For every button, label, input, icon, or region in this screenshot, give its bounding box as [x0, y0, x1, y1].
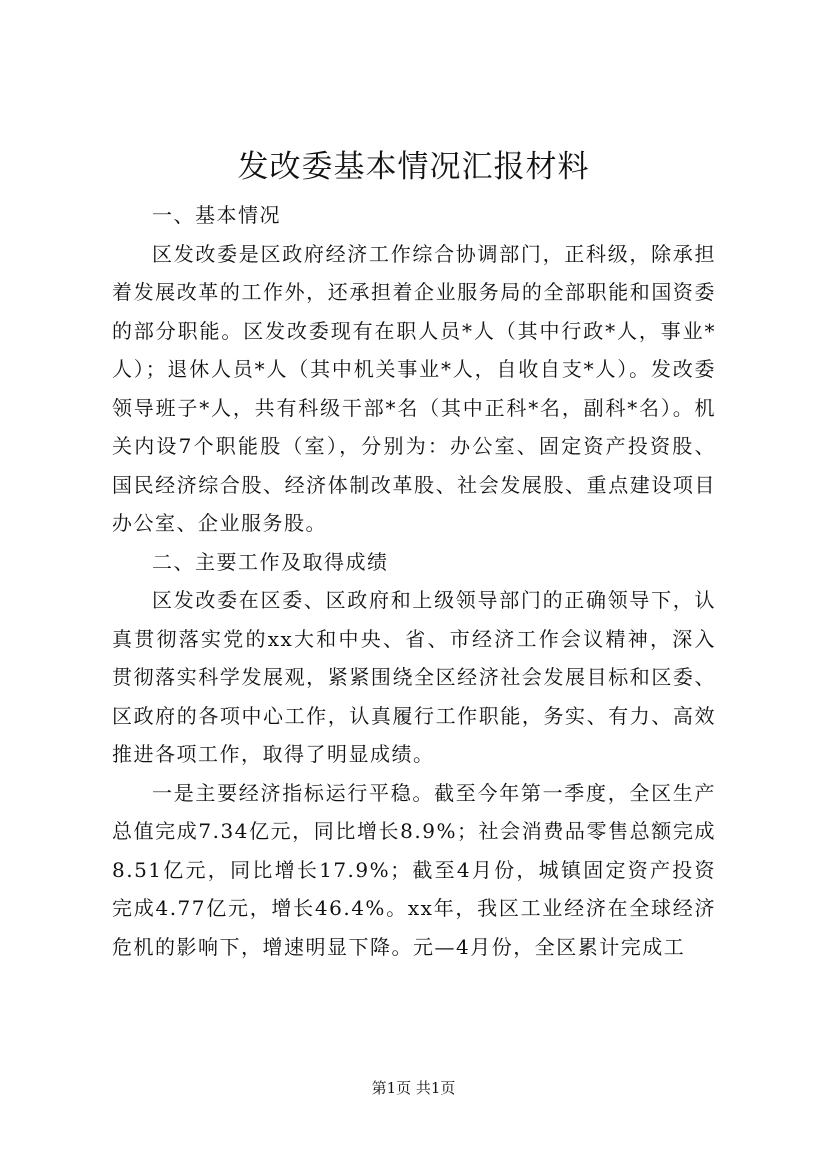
page-footer: 第1页 共1页: [371, 1079, 456, 1097]
document-body: [112, 196, 716, 966]
paragraph-basic-info: 区发改委是区政府经济工作综合协调部门，正科级，除承担着发展改革的工作外，还承担着企业服务局的全部职能和国资委的部分职能。区发改委现有在职人员*人（其中行政*人，事业*人）；退休人员*人（其中机关事业*人，自收自支*人）。发改委领导班子*人，共有科级干部*名（其中正科*名，副科*名）。机关内设7个职能股（室），分别为：办公室、固定资产投资股、国民经济综合股、经济体制改革股、社会发展股、重点建设项目办公室、企业服务股。: [112, 241, 716, 535]
paragraph-main-work: 区发改委在区委、区政府和上级领导部门的正确领导下，认真贯彻落实党的xx大和中央、省、市经济工作会议精神，深入贯彻落实科学发展观，紧紧围绕全区经济社会发展目标和区委、区政府的各项中心工作，认真履行工作职能，务实、有力、高效推进各项工作，取得了明显成绩。: [112, 588, 716, 766]
paragraph-economic-indicators: 一是主要经济指标运行平稳。截至今年第一季度，全区生产总值完成7.34亿元，同比增长8.9%；社会消费品零售总额完成8.51亿元，同比增长17.9%；截至4月份，城镇固定资产投资完成4.77亿元，增长46.4%。xx年，我区工业经济在全球经济危机的影响下，增速明显下降。元—4月份，全区累计完成工: [112, 780, 716, 959]
document-title: 发改委基本情况汇报材料: [237, 149, 590, 185]
section-heading-main-work: 二、主要工作及取得成绩: [152, 549, 389, 574]
section-heading-basic-info: 一、基本情况: [152, 203, 281, 227]
